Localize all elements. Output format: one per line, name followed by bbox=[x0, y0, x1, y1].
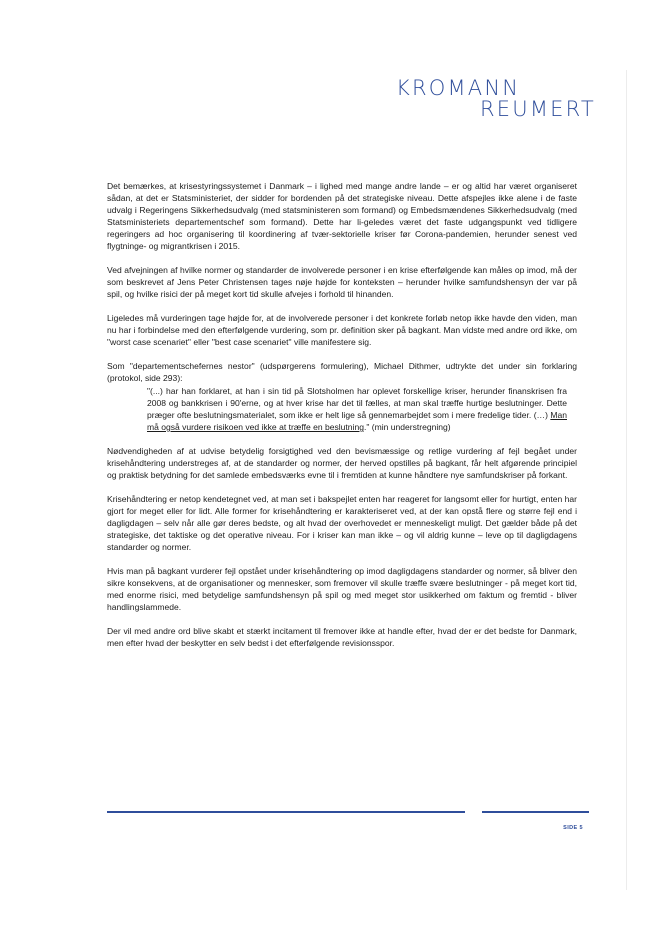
paragraph-3: Ligeledes må vurderingen tage højde for, at de involverede personer i det konkrete forløb netop ikke havde den viden, man nu har i forbindelse med den efterfølgende vurdering, som pr. definition sker på bagkant. Man vidste med andre ord ikke, om "worst case scenariet" eller "best case scenariet" ville manifestere sig. bbox=[107, 313, 577, 347]
block-quote bbox=[147, 385, 567, 433]
footer-rule-left bbox=[107, 811, 465, 813]
paragraph-2: Ved afvejningen af hvilke normer og standarder de involverede personer i en krise efterfølgende kan måles op imod, må der som beskrevet af Jens Peter Christensen tages nøje højde for konteksten – herunder hvilke samfundshensyn der var på spil, og hvilke risici der på meget kort tid skulle afvejes i forhold til hinanden. bbox=[107, 265, 577, 299]
company-logo bbox=[396, 78, 596, 120]
logo-line-2: REUMERT bbox=[480, 97, 596, 121]
paragraph-6: Krisehåndtering er netop kendetegnet ved, at man set i bakspejlet enten har reageret for langsomt eller for hurtigt, enten har gjort for meget eller for lidt. Alle former for krisehåndtering er karakteriseret ved, at der kan opstå flere og større fejl end i dagligdagen – selv når alle gør deres bedste, og alt hvad der overhovedet er menneskeligt muligt. Det gælder både på det strategiske, det taktiske og det operative niveau. For i kriser kan man ikke – og vil aldrig kunne – leve op til dagligdagens standarder og normer. bbox=[107, 494, 577, 552]
page-edge bbox=[626, 70, 627, 890]
document-body bbox=[107, 180, 577, 661]
paragraph-8: Der vil med andre ord blive skabt et stærkt incitament til fremover ikke at handle efter, hvad der er det bedste for Danmark, men efter hvad der beskytter en selv bedst i det efterfølgende revisionsspor. bbox=[107, 626, 577, 648]
quote-text: "(...) har han forklaret, at han i sin tid på Slotsholmen har oplevet forskellige kriser, herunder finanskrisen fra 2008 og bankkrisen i 90'erne, og at hver krise har det til fælles, at man skal træffe hurtige beslutninger. Dette præger ofte beslutningsmaterialet, som ikke er helt lige så gennemarbejdet som i mere fredelige tider. (…) bbox=[147, 386, 567, 420]
paragraph-7: Hvis man på bagkant vurderer fejl opstået under krisehåndtering op imod dagligdagens standarder og normer, så bliver den sikre konsekvens, at de organisationer og mennesker, som fremover vil skulle træffe svære beslutninger - på meget kort tid, med enorme risici, med betydelige samfundshensyn på spil og med meget stor usikkerhed om faktum og fremtid - bliver handlingslammede. bbox=[107, 566, 577, 612]
footer-rule-right bbox=[482, 811, 589, 813]
page-number: SIDE 5 bbox=[563, 825, 583, 831]
quote-after-text: ." (min understregning) bbox=[363, 422, 451, 432]
paragraph-4: Som "departementschefernes nestor" (udspørgerens formulering), Michael Dithmer, udtrykte det under sin forklaring (protokol, side 293): bbox=[107, 361, 577, 383]
paragraph-1: Det bemærkes, at krisestyringssystemet i Danmark – i lighed med mange andre lande – er og altid har været organiseret sådan, at det er Statsministeriet, der sidder for bordenden på det strategiske niveau. Dette afspejles ikke alene i de faste udvalg i Regeringens Sikkerhedsudvalg (med statsministeren som formand) og Embedsmændenes Sikkerhedsudvalg (med Statsministeriets departementschef som formand). Dette har li-geledes været det faste udgangspunkt ved tidligere regeringers ad hoc organisering til koordinering af tvær-sektorielle kriser før Corona-pandemien, herunder senest ved flygtninge- og migrantkrisen i 2015. bbox=[107, 181, 577, 251]
quote-underlined-text: Man må også vurdere risikoen ved ikke at træffe en beslutning bbox=[147, 410, 567, 432]
logo-line-1: KROMANN bbox=[396, 76, 521, 100]
paragraph-5: Nødvendigheden af at udvise betydelig forsigtighed ved den bevismæssige og retlige vurdering af fejl begået under krisehåndtering understreges af, at de standarder og normer, der herved opstilles på bagkant, får helt afgørende principiel og praktisk betydning for det samlede embedsværks evne til i fremtiden at kunne håndtere nye samfundskriser på forkant. bbox=[107, 446, 577, 480]
